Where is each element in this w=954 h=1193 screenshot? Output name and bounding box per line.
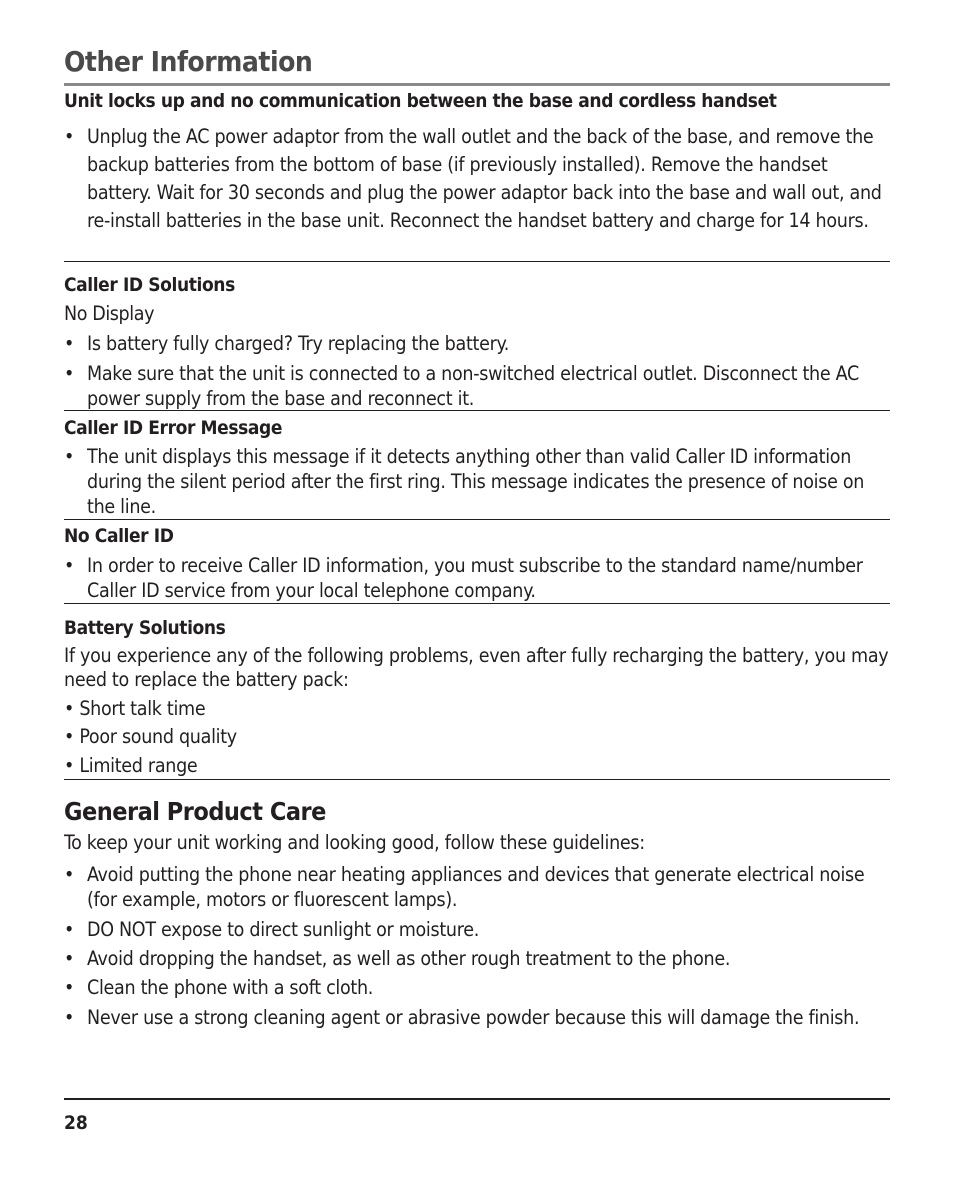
care-bullet-3 — [64, 946, 890, 971]
bullet-dot: • — [64, 976, 75, 999]
footer-rule — [64, 1098, 890, 1100]
section-divider — [64, 519, 890, 520]
no-display-heading: No Display — [64, 302, 155, 325]
bullet-dot: • — [64, 332, 75, 355]
title-rule — [64, 83, 890, 86]
bullet-text: DO NOT expose to direct sunlight or moisture. — [87, 918, 479, 941]
section-divider — [64, 779, 890, 780]
unit-locks-heading: Unit locks up and no communication between the base and cordless handset — [64, 90, 777, 112]
care-intro: To keep your unit working and looking good, follow these guidelines: — [64, 831, 645, 854]
unit-locks-bullet — [64, 123, 890, 235]
bullet-text: The unit displays this message if it detects anything other than valid Caller ID information during the silent period after the first ring. This message indicates the presence of noise on the line. — [87, 445, 865, 518]
battery-item-1: • Short talk time — [64, 697, 206, 720]
page-title: Other Information — [64, 45, 313, 78]
bullet-text: Never use a strong cleaning agent or abrasive powder because this will damage the finish. — [87, 1006, 860, 1029]
bullet-dot: • — [64, 125, 75, 148]
bullet-dot: • — [64, 554, 75, 577]
bullet-text: In order to receive Caller ID information, you must subscribe to the standard name/number Caller ID service from your local telephone company. — [87, 554, 863, 602]
care-bullet-1 — [64, 862, 890, 912]
error-message-heading: Caller ID Error Message — [64, 417, 283, 439]
no-display-bullet-2 — [64, 361, 890, 411]
page-number: 28 — [64, 1112, 88, 1134]
no-caller-id-heading: No Caller ID — [64, 525, 174, 547]
bullet-dot: • — [64, 362, 75, 385]
bullet-text: Avoid putting the phone near heating appliances and devices that generate electrical noise (for example, motors or fluorescent lamps). — [87, 863, 865, 911]
bullet-text: Unplug the AC power adaptor from the wall outlet and the back of the base, and remove the backup batteries from the bottom of base (if previously installed). Remove the handset battery. Wait for 30 seconds and plug the power adaptor back into the base and wall out, and re-install batteries in the base unit. Reconnect the handset battery and charge for 14 hours. — [87, 125, 882, 232]
bullet-text: Make sure that the unit is connected to a non-switched electrical outlet. Disconnect the AC power supply from the base and reconnect it. — [87, 362, 859, 410]
battery-item-3: • Limited range — [64, 754, 198, 777]
battery-item-2: • Poor sound quality — [64, 725, 237, 748]
bullet-dot: • — [64, 863, 75, 886]
battery-heading: Battery Solutions — [64, 617, 226, 639]
care-bullet-4 — [64, 975, 890, 1000]
bullet-dot: • — [64, 1006, 75, 1029]
bullet-dot: • — [64, 947, 75, 970]
care-bullet-2 — [64, 917, 890, 942]
care-bullet-5 — [64, 1005, 890, 1030]
no-display-bullet-1 — [64, 331, 890, 356]
bullet-dot: • — [64, 445, 75, 468]
bullet-text: Clean the phone with a soft cloth. — [87, 976, 374, 999]
battery-intro: If you experience any of the following problems, even after fully recharging the battery, you may need to replace the battery pack: — [64, 644, 889, 691]
section-divider — [64, 261, 890, 262]
no-caller-id-bullet — [64, 553, 890, 603]
section-divider — [64, 603, 890, 604]
bullet-text: Avoid dropping the handset, as well as other rough treatment to the phone. — [87, 947, 731, 970]
section-divider — [64, 410, 890, 411]
caller-id-heading: Caller ID Solutions — [64, 274, 235, 296]
bullet-text: Is battery fully charged? Try replacing the battery. — [87, 332, 510, 355]
error-message-bullet — [64, 444, 890, 519]
care-title: General Product Care — [64, 797, 326, 826]
bullet-dot: • — [64, 918, 75, 941]
